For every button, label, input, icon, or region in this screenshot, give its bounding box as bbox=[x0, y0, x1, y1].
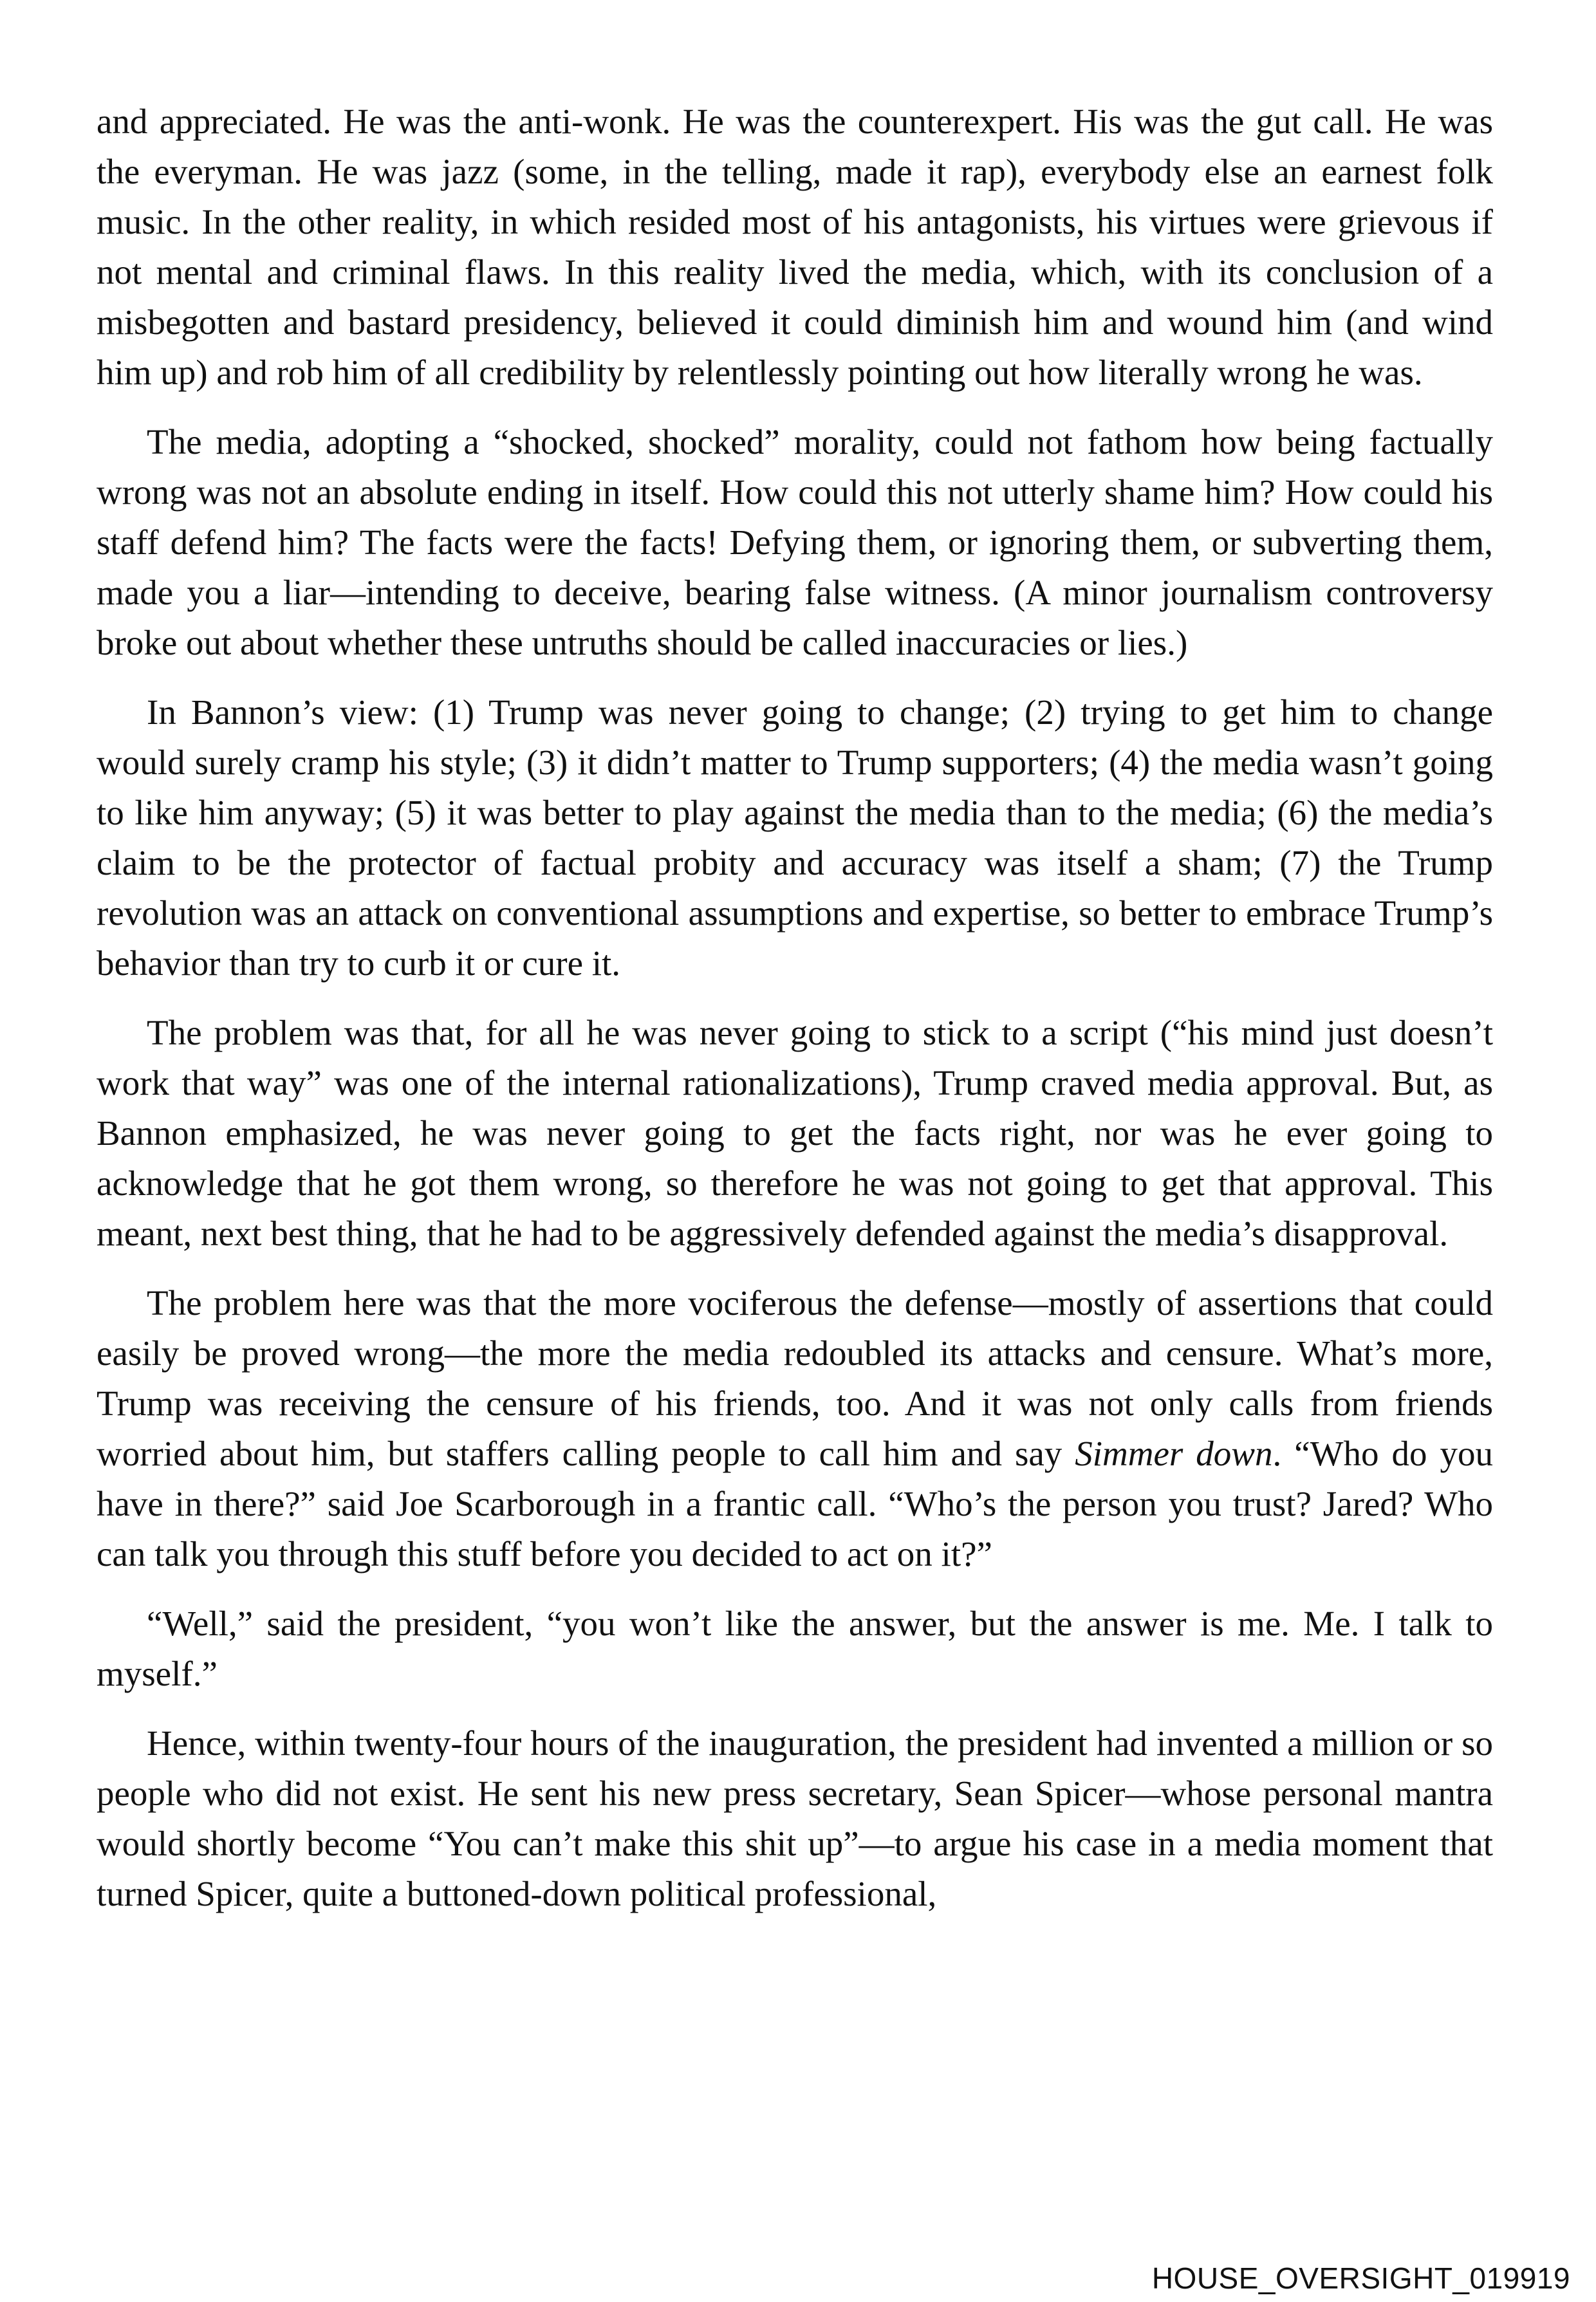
paragraph-5-text-after: . “Who do you have in there?” said Joe Scarborough in a frantic call. “Who’s the person you trust? Jared? Who can talk you through this stuff before you decided to act on it?” bbox=[97, 1434, 1493, 1573]
paragraph-5 bbox=[97, 1278, 1493, 1579]
paragraph-7: Hence, within twenty-four hours of the inauguration, the president had invented a million or so people who did not exist. He sent his new press secretary, Sean Spicer—whose personal mantra would shortly become “You can’t make this shit up”—to argue his case in a media moment that turned Spicer, quite a buttoned-down political professional, bbox=[97, 1723, 1493, 1913]
paragraph-4: The problem was that, for all he was never going to stick to a script (“his mind just doesn’t work that way” was one of the internal rationalizations), Trump craved media approval. But, as Bannon emphasized, he was never going to get the facts right, nor was he ever going to acknowledge that he got them wrong, so therefore he was not going to get that approval. This meant, next best thing, that he had to be aggressively defended against the media’s disapproval. bbox=[97, 1013, 1493, 1253]
document-body bbox=[97, 97, 1493, 1938]
paragraph-5-italic: Simmer down bbox=[1075, 1434, 1273, 1473]
paragraph-6: “Well,” said the president, “you won’t like the answer, but the answer is me. Me. I talk to myself.” bbox=[97, 1604, 1493, 1693]
paragraph-5-text-before: The problem here was that the more vociferous the defense—mostly of assertions that could easily be proved wrong—the more the media redoubled its attacks and censure. What’s more, Trump was receiving the censure of his friends, too. And it was not only calls from friends worried about him, but staffers calling people to call him and say bbox=[97, 1283, 1493, 1473]
paragraph-1: and appreciated. He was the anti-wonk. He was the counterexpert. His was the gut call. He was the everyman. He was jazz (some, in the telling, made it rap), everybody else an earnest folk music. In the other reality, in which resided most of his antagonists, his virtues were grievous if not mental and criminal flaws. In this reality lived the media, which, with its conclusion of a misbegotten and bastard presidency, believed it could diminish him and wound him (and wind him up) and rob him of all credibility by relentlessly pointing out how literally wrong he was. bbox=[97, 102, 1493, 392]
bates-number: HOUSE_OVERSIGHT_019919 bbox=[1151, 2261, 1570, 2295]
paragraph-3: In Bannon’s view: (1) Trump was never going to change; (2) trying to get him to change would surely cramp his style; (3) it didn’t matter to Trump supporters; (4) the media wasn’t going to like him anyway; (5) it was better to play against the media than to the media; (6) the media’s claim to be the protector of factual probity and accuracy was itself a sham; (7) the Trump revolution was an attack on conventional assumptions and expertise, so better to embrace Trump’s behavior than try to curb it or cure it. bbox=[97, 692, 1493, 983]
paragraph-2: The media, adopting a “shocked, shocked” morality, could not fathom how being factually wrong was not an absolute ending in itself. How could this not utterly shame him? How could his staff defend him? The facts were the facts! Defying them, or ignoring them, or subverting them, made you a liar—intending to deceive, bearing false witness. (A minor journalism controversy broke out about whether these untruths should be called inaccuracies or lies.) bbox=[97, 422, 1493, 662]
